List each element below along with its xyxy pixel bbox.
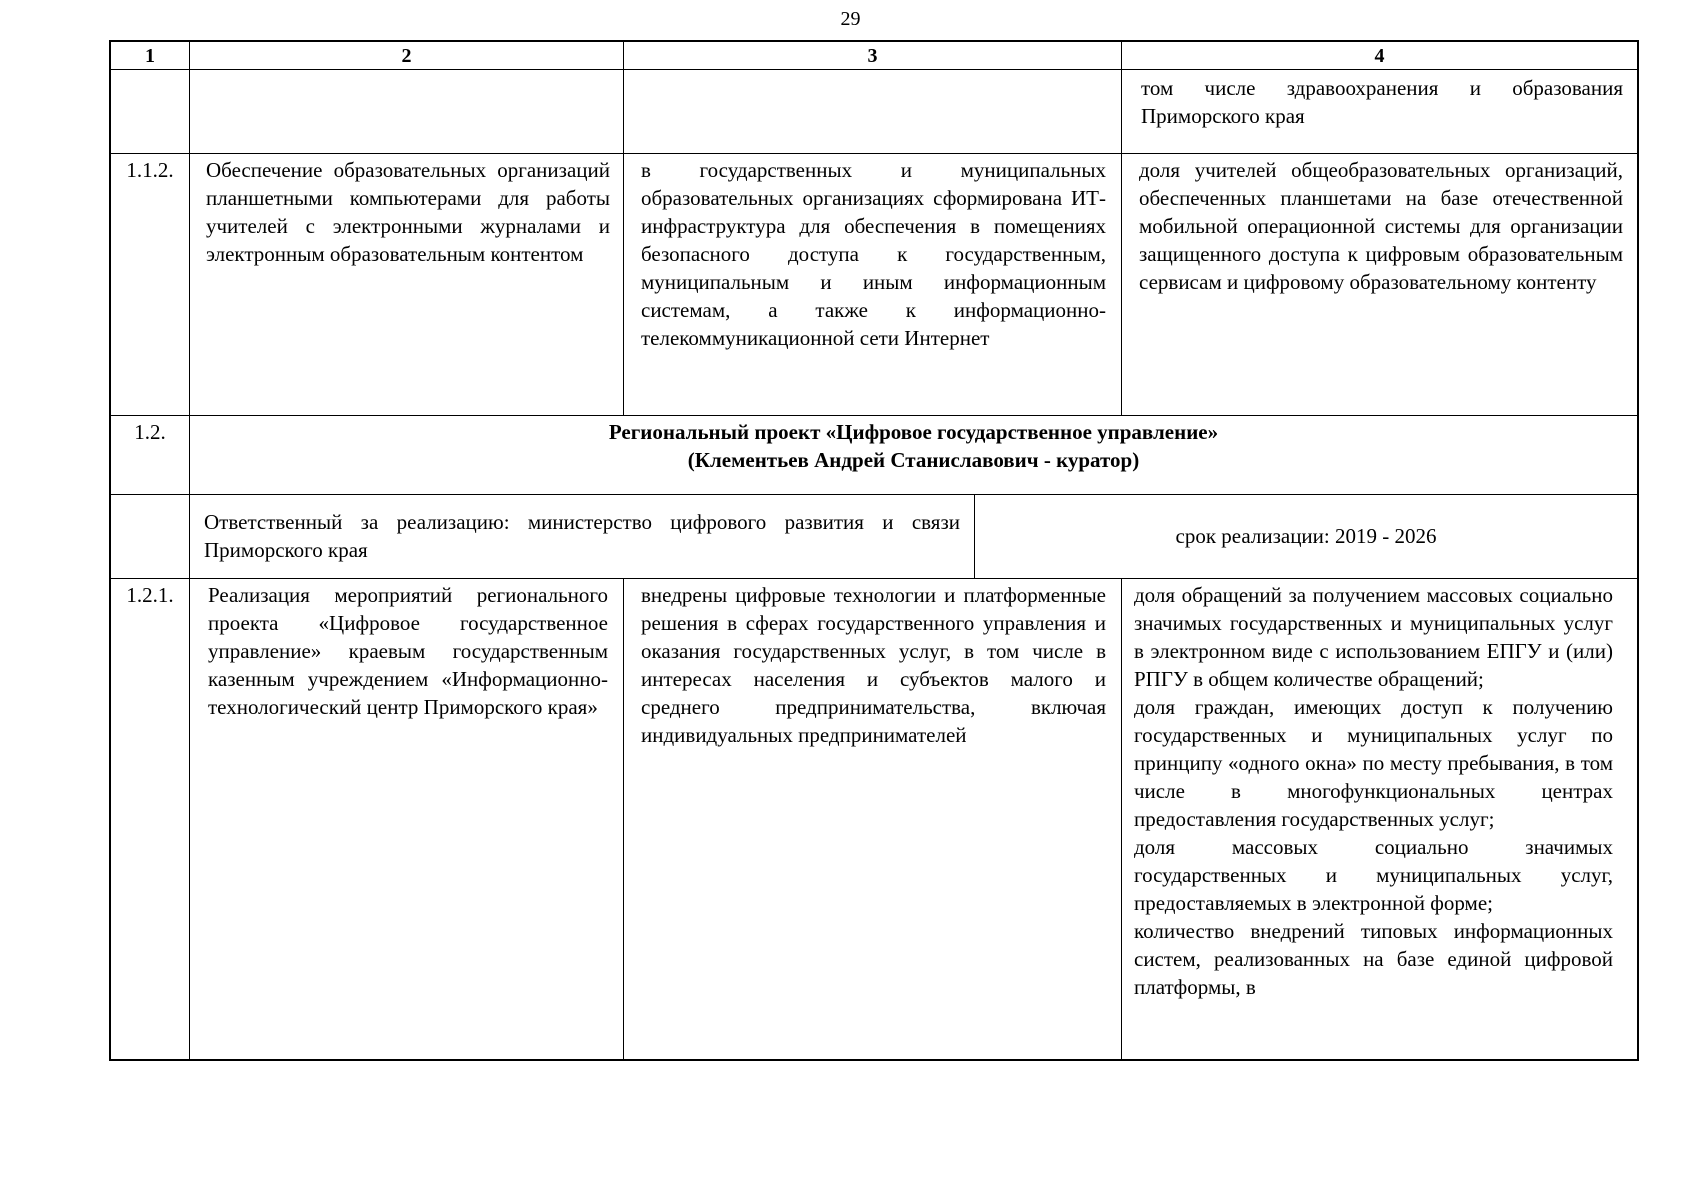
row-divider	[109, 415, 1639, 416]
header-divider	[109, 69, 1639, 70]
measure-1-1-2: Обеспечение образовательных организаций планшетными компьютерами для работы учителей с электронными журналами и электронным образовательным контентом	[206, 158, 610, 266]
indicator-paragraph: доля массовых социально значимых государственных и муниципальных услуг, предоставляемых в электронной форме;	[1134, 835, 1613, 915]
table-border-left	[109, 40, 111, 1061]
column-divider-2	[623, 578, 624, 1060]
row-number-1-2: 1.2.	[134, 420, 166, 444]
column-header-4: 4	[1374, 45, 1385, 67]
indicator-paragraph: доля граждан, имеющих доступ к получению государственных и муниципальных услуг по принципу «одного окна» по месту пребывания, в том числе в многофункциональных центрах предоставления государственных услуг;	[1134, 695, 1613, 831]
row-divider	[109, 578, 1639, 579]
responsible-text: Ответственный за реализацию: министерство цифрового развития и связи Приморского края	[204, 510, 960, 562]
row-number-1-2-1: 1.2.1.	[126, 583, 174, 607]
column-divider-3	[1121, 40, 1122, 415]
measure-1-2-1: Реализация мероприятий регионального проекта «Цифровое государственное управление» краевым государственным казенным учреждением «Информационно-технологический центр Приморского края»	[208, 583, 608, 719]
project-curator: (Клементьев Андрей Станиславович - куратор)	[687, 448, 1140, 472]
table-border-right	[1637, 40, 1639, 1061]
column-header-1: 1	[145, 45, 155, 67]
implementation-term: срок реализации: 2019 - 2026	[1175, 524, 1437, 548]
column-header-2: 2	[401, 45, 412, 67]
indicators-1-2-1	[1134, 581, 1613, 1001]
column-divider-3	[1121, 578, 1122, 1060]
row-divider	[109, 153, 1639, 154]
indicator-paragraph: количество внедрений типовых информационных систем, реализованных на базе единой цифровой платформы, в	[1134, 919, 1613, 999]
row-divider	[109, 494, 1639, 495]
page-number: 29	[840, 8, 861, 30]
project-title: Региональный проект «Цифровое государственное управление»	[608, 420, 1219, 444]
result-1-2-1: внедрены цифровые технологии и платформенные решения в сферах государственного управления и оказания государственных услуг, в том числе в интересах населения и субъектов малого и среднего предпринимательства, включая индивидуальных предпринимателей	[641, 583, 1106, 747]
column-divider-2	[623, 40, 624, 415]
indicator-paragraph: доля обращений за получением массовых социально значимых государственных и муниципальных услуг в электронном виде с использованием ЕПГУ и (или) РПГУ в общем количестве обращений;	[1134, 583, 1613, 691]
table-border-top	[109, 40, 1639, 42]
row-number-1-1-2: 1.1.2.	[126, 158, 174, 182]
continuation-text: том числе здравоохранения и образования Приморского края	[1141, 76, 1623, 128]
column-header-3: 3	[867, 45, 878, 67]
result-1-1-2: в государственных и муниципальных образовательных организациях сформирована ИТ-инфраструктура для обеспечения в помещениях безопасного доступа к государственным, муниципальным и иным информационным системам, а также к информационно-телекоммуникационной сети Интернет	[641, 158, 1106, 350]
column-divider-1	[189, 40, 190, 1061]
table-border-bottom	[109, 1059, 1639, 1061]
indicator-1-1-2: доля учителей общеобразовательных организаций, обеспеченных планшетами на базе отечественной мобильной операционной системы для организации защищенного доступа к цифровым образовательным сервисам и цифровому образовательному контенту	[1139, 158, 1623, 294]
